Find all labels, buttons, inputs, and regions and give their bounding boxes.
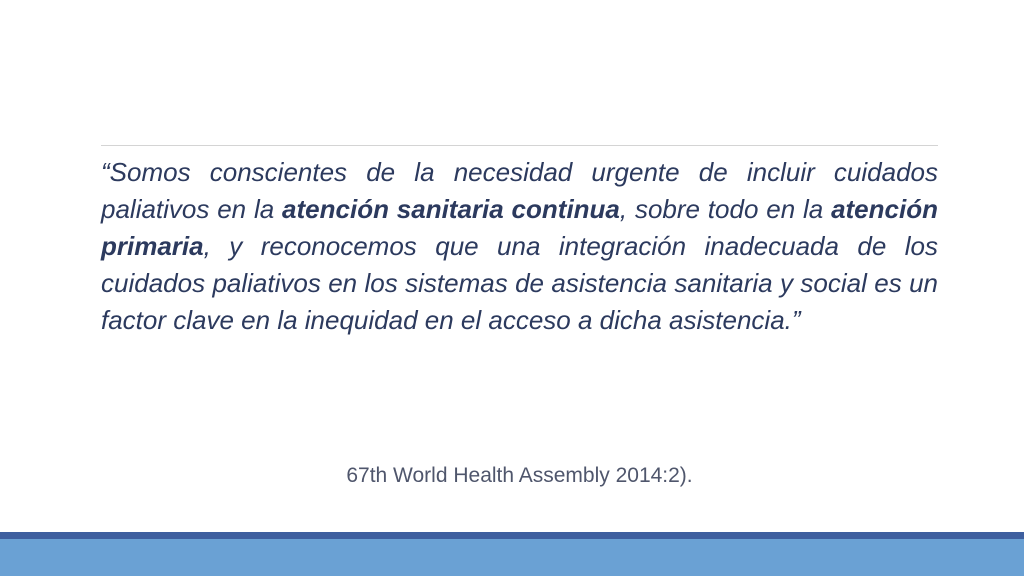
- quote-part-1: “Somos conscientes de la necesidad urgente de incluir cuidados paliativos en la: [101, 157, 938, 224]
- quote-emphasis-continuous-care: atención sanitaria continua: [282, 194, 620, 224]
- title-divider: [101, 145, 938, 146]
- quote-part-2: , sobre todo en la: [619, 194, 832, 224]
- quote-emphasis-primary-care: atención primaria: [101, 194, 938, 261]
- quote-text: [101, 154, 938, 339]
- quote-part-3: , y reconocemos que una integración inadecuada de los cuidados paliativos en los sistemas de asistencia sanitaria y social es un factor clave en la inequidad en el acceso a dicha asistencia.”: [101, 231, 938, 335]
- footer-bar-dark: [0, 532, 1024, 539]
- citation: 67th World Health Assembly 2014:2).: [346, 464, 693, 487]
- footer-bar-light: [0, 539, 1024, 576]
